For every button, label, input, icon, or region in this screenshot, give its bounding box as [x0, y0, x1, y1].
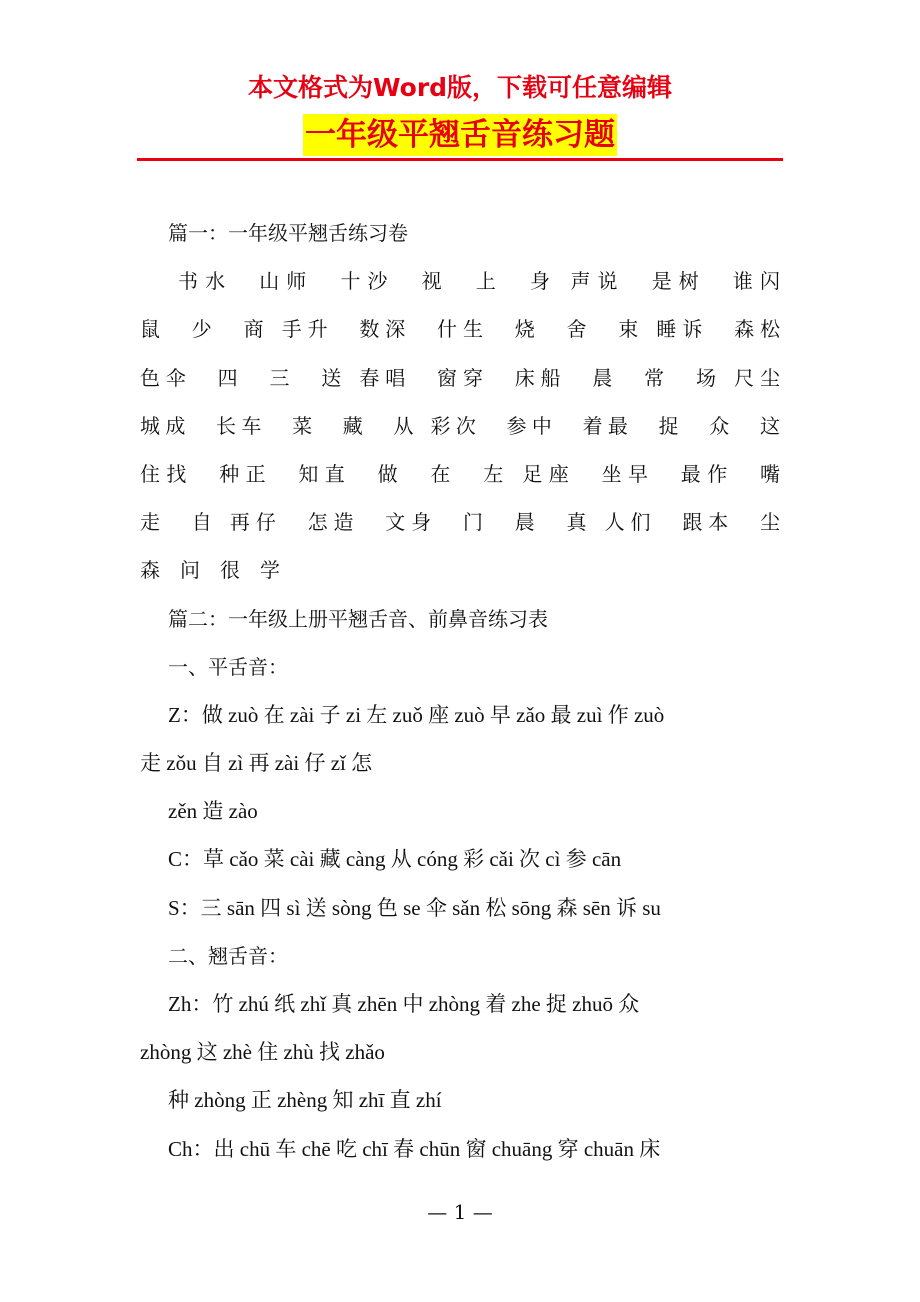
word-list-line: 住找 种正 知直 做 在 左 足座 坐早 最作 嘴	[140, 461, 780, 486]
pinyin-line: Zh：竹 zhú 纸 zhǐ 真 zhēn 中 zhòng 着 zhe 捉 zhuō 众	[168, 992, 640, 1016]
subheading: 一、平舌音：	[168, 654, 288, 679]
section-heading: 篇一：一年级平翘舌练习卷	[168, 221, 408, 245]
section-heading: 篇二：一年级上册平翘舌音、前鼻音练习表	[168, 606, 548, 631]
title-divider	[137, 158, 783, 161]
pinyin-line: C：草 cǎo 菜 cài 藏 càng 从 cóng 彩 cǎi 次 cì 参 cān	[168, 847, 622, 872]
word-list-line: 森 问 很 学	[140, 558, 280, 583]
pinyin-line: Z：做 zuò 在 zài 子 zi 左 zuǒ 座 zuò 早 zǎo 最 zuì 作 zuò	[168, 702, 665, 727]
word-list-line: 色伞 四 三 送 春唱 窗穿 床船 晨 常 场 尺尘	[140, 365, 780, 390]
pinyin-line: 走 zǒu 自 zì 再 zài 仔 zǐ 怎	[140, 751, 373, 776]
pinyin-line: S：三 sān 四 sì 送 sòng 色 se 伞 sǎn 松 sōng 森 sēn 诉 su	[168, 895, 661, 920]
pinyin-line: 种 zhòng 正 zhèng 知 zhī 直 zhí	[168, 1088, 442, 1113]
word-list-line: 鼠 少 商 手升 数深 什生 烧 舍 束 睡诉 森松	[140, 317, 780, 342]
page-number: — 1 —	[427, 1200, 493, 1224]
subheading: 二、翘舌音：	[168, 943, 288, 968]
pinyin-line: zěn 造 zào	[168, 799, 258, 824]
word-list-line: 城成 长车 菜 藏 从 彩次 参中 着最 捉 众 这	[140, 413, 780, 438]
pinyin-line: zhòng 这 zhè 住 zhù 找 zhǎo	[140, 1040, 385, 1065]
pinyin-line: Ch：出 chū 车 chē 吃 chī 春 chūn 窗 chuāng 穿 chuān 床	[168, 1136, 661, 1161]
word-list-line: 走 自 再仔 怎造 文身 门 晨 真 人们 跟本 尘	[140, 510, 780, 535]
document-title: 一年级平翘舌音练习题	[303, 114, 617, 156]
word-list-line: 书水 山师 十沙 视 上 身 声说 是树 谁闪	[178, 269, 780, 294]
document-body	[140, 209, 780, 1173]
format-notice: 本文格式为Word版，下载可任意编辑	[247, 73, 673, 102]
